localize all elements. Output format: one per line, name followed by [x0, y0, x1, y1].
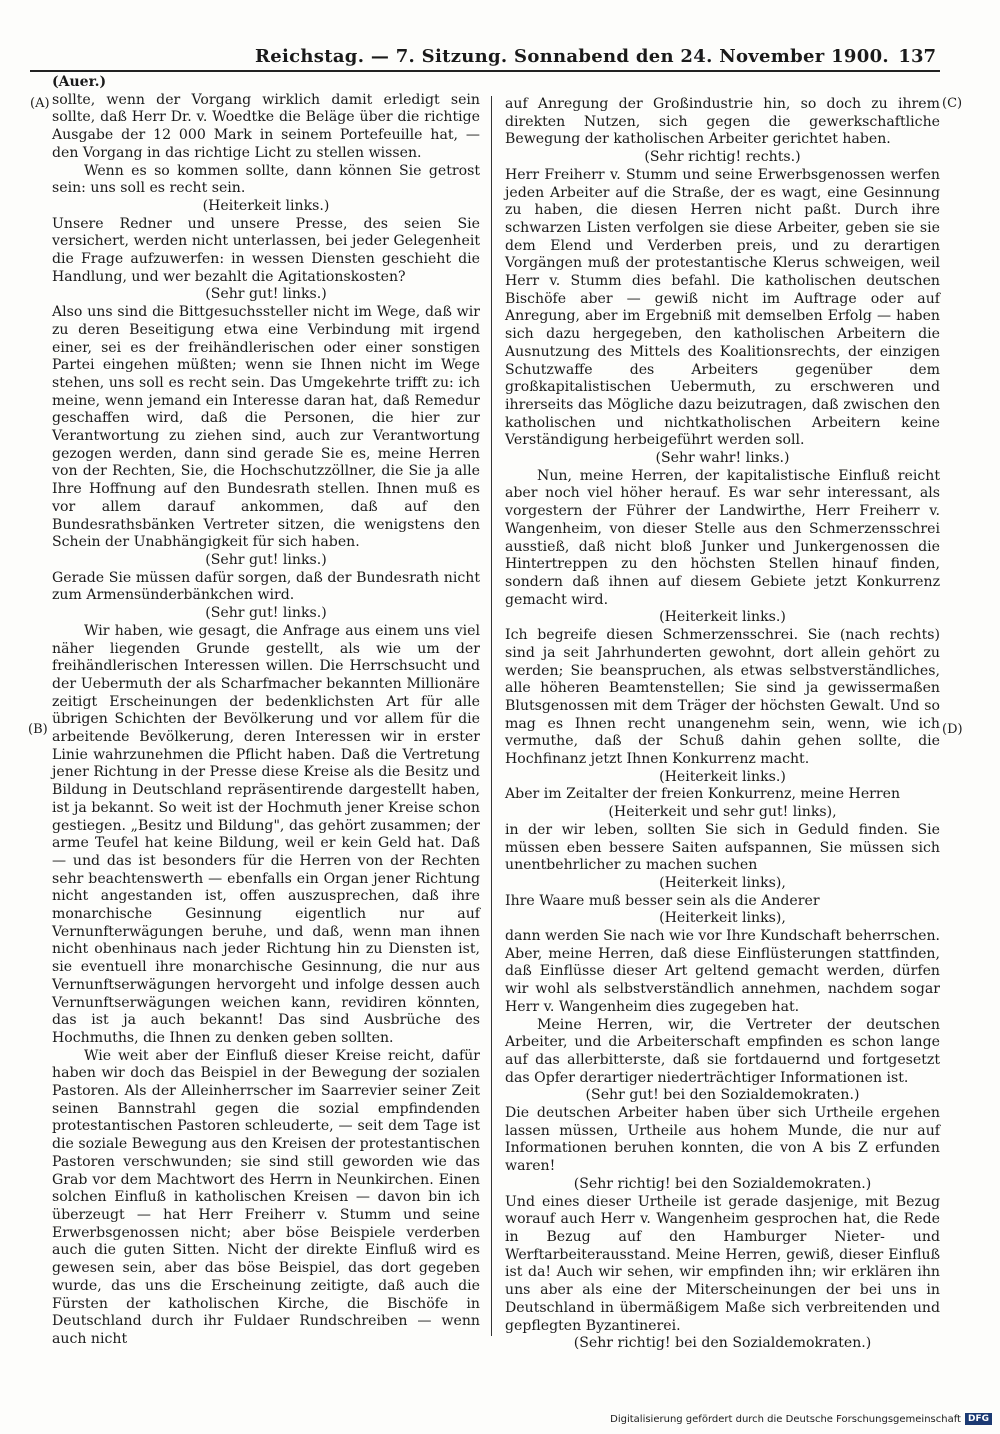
interjection: (Heiterkeit links.) — [659, 768, 786, 785]
column-divider — [491, 96, 492, 1336]
interjection: (Heiterkeit links.) — [202, 197, 330, 214]
interjection: (Sehr richtig! bei den Sozialdemokraten.) — [573, 1335, 872, 1352]
margin-mark-b: (B) — [28, 722, 48, 737]
footer — [610, 1412, 992, 1426]
interjection: (Sehr richtig! rechts.) — [644, 149, 801, 166]
right-column — [505, 96, 940, 1353]
page-number: 137 — [898, 46, 936, 67]
interjection: (Sehr richtig! bei den Sozialdemokraten.) — [573, 1175, 872, 1192]
margin-mark-c: (C) — [942, 96, 963, 111]
interjection: (Sehr gut! links.) — [205, 286, 327, 303]
speaker-label: (Auer.) — [52, 74, 107, 90]
footer-text: Digitalisierung gefördert durch die Deutsche Forschungsgemeinschaft — [610, 1413, 961, 1425]
margin-mark-a: (A) — [30, 96, 50, 111]
interjection: (Sehr gut! links.) — [205, 551, 327, 568]
interjection: (Sehr gut! links.) — [205, 605, 327, 622]
paragraph: Ich begreife diesen Schmerzensschrei. Sie (nach rechts) sind ja seit Jahrhunderten gewohnt, dort allein gehört zu werden; Sie beanspruchen, als etwas selbstverständliches, alle höheren Beamtenstellen; Sie sind ja gewissermaßen Blutsgenossen mit dem Träger der höchsten Gewalt. Und so mag es Ihnen recht unangenehm sein, wenn, wie ich vermuthe, daß der Schuß dahin gehen sollte, die Hochfinanz jetzt Ihnen Konkurrenz macht. — [505, 627, 940, 768]
paragraph: sollte, wenn der Vorgang wirklich damit erledigt sein sollte, daß Herr Dr. v. Woedtke die Beläge über die richtige Ausgabe der 12 000 Mark in seinem Portefeuille hat, — den Vorgang in das richtige Licht zu stellen wissen. — [52, 91, 480, 161]
paragraph: Gerade Sie müssen dafür sorgen, daß der Bundesrath nicht zum Armensünderbänkchen wird. — [52, 569, 480, 604]
paragraph: Meine Herren, wir, die Vertreter der deutschen Arbeiter, und die Arbeiterschaft empfinden es schon lange auf das allerbitterste, daß sie fortdauernd und fortgesetzt das Opfer derartiger niederträchtiger Informationen ist. — [505, 1016, 940, 1086]
paragraph: Unsere Redner und unsere Presse, des seien Sie versichert, werden nicht unterlassen, bei jeder Gelegenheit die Frage aufzuwerfen: in wessen Diensten geschieht die Handlung, und wer bezahlt die Agitationskosten? — [52, 215, 480, 285]
interjection: (Heiterkeit links), — [659, 910, 786, 927]
interjection: (Heiterkeit und sehr gut! links), — [608, 804, 837, 821]
dfg-logo-icon: DFG — [965, 1413, 992, 1425]
interjection: (Sehr wahr! links.) — [655, 450, 790, 467]
left-column — [52, 74, 480, 1349]
interjection: (Heiterkeit links), — [659, 874, 786, 891]
paragraph: Ihre Waare muß besser sein als die Anderer — [505, 892, 820, 909]
interjection: (Sehr gut! bei den Sozialdemokraten.) — [585, 1087, 860, 1104]
paragraph: Wir haben, wie gesagt, die Anfrage aus einem uns viel näher liegenden Grunde gestellt, als wie um der freihändlerischen Interessen willen. Die Herrschsucht und der Uebermuth der als Scharfmacher bekannten Millionäre zeitigt Erscheinungen der bedenklichsten Art für alle übrigen Schichten der Bevölkerung und vor allem für die arbeitende Bevölkerung, deren Interessen wir in erster Linie wahrzunehmen die Pflicht haben. Daß die Vertretung jener Richtung in der Presse diese Kreise als die Besitz und Bildung in Deutschland repräsentirende dargestellt haben, ist ja bekannt. So weit ist der Hochmuth jener Kreise schon gestiegen. „Besitz und Bildung", das gehört zusammen; der arme Teufel hat keine Bildung, weil er kein Geld hat. Daß — und das ist besonders für die Herren von der Rechten sehr beachtenswerth — ebenfalls ein Organ jener Richtung nicht angestanden ist, offen auszusprechen, daß ihre monarchische Gesinnung eigentlich nur auf Vernunfterwägungen beruhe, und daß, wenn man ihnen nicht obenhinaus nach jeder Richtung hin zu Diensten ist, sie eventuell ihre monarchische Gesinnung, die nur aus Vernunftserwägungen hervorgeht und infolge dessen auch Vernunftserwägungen weichen kann, revidiren könnten, das ist ja auch bekannt! Das sind Ausbrüche des Hochmuths, die Ihnen zu denken geben sollten. — [52, 622, 480, 1046]
paragraph: Herr Freiherr v. Stumm und seine Erwerbsgenossen werfen jeden Arbeiter auf die Straße, der es wagt, eine Gesinnung zu haben, die diesen Herren nicht paßt. Durch ihre schwarzen Listen verfolgen sie diese Arbeiter, geben sie sie dem Elend und Verderben preis, und zu derartigen Vorgängen muß der protestantische Klerus schweigen, weil Herr v. Stumm dies befahl. Die katholischen deutschen Bischöfe aber — gewiß nicht im Auftrage oder auf Anregung, aber im Ergebniß mit demselben Erfolg — haben sich dazu hergegeben, den katholischen Arbeitern die Ausnutzung des Mittels des Koalitionsrechts, der einzigen Schutzwaffe des Arbeiters gegenüber dem großkapitalistischen Uebermuth, zu erschweren und ihrerseits das Mögliche dazu beizutragen, daß zwischen den katholischen und nichtkatholischen Arbeitern keine Verständigung herbeigeführt werden soll. — [505, 166, 940, 449]
paragraph: in der wir leben, sollten Sie sich in Geduld finden. Sie müssen eben bessere Saiten aufspannen, Sie müssen sich unentbehrlicher zu machen suchen — [505, 821, 940, 874]
paragraph: dann werden Sie nach wie vor Ihre Kundschaft beherrschen. Aber, meine Herren, daß diese Einflüsterungen stattfinden, daß Einflüsse dieser Art geltend gemacht werden, dürfen wir wohl als selbstverständlich annehmen, nachdem sogar Herr v. Wangenheim dies zugegeben hat. — [505, 928, 941, 1015]
paragraph: Aber im Zeitalter der freien Konkurrenz, meine Herren — [505, 786, 901, 803]
paragraph: Die deutschen Arbeiter haben über sich Urtheile ergehen lassen müssen, Urtheile aus hohem Munde, die nur auf Informationen beruhen konnten, die von A bis Z erfunden waren! — [505, 1105, 940, 1175]
paragraph: auf Anregung der Großindustrie hin, so doch zu ihrem direkten Nutzen, sich gegen die gewerkschaftliche Bewegung der katholischen Arbeiter gerichtet haben. — [505, 96, 940, 148]
paragraph: Wenn es so kommen sollte, dann können Sie getrost sein: uns soll es recht sein. — [52, 162, 480, 197]
paragraph: Nun, meine Herren, der kapitalistische Einfluß reicht aber noch viel höher herauf. Es war sehr interessant, als vorgestern der Führer der Landwirthe, Herr Freiherr v. Wangenheim, von dieser Stelle aus den Schmerzensschrei ausstieß, daß nicht bloß Junker und Junkergenossen die Hintertreppen zu den höchsten Stellen hinauf finden, sondern daß ihnen auf diesem Gebiete jetzt Konkurrenz gemacht wird. — [505, 467, 940, 608]
paragraph: Und eines dieser Urtheile ist gerade dasjenige, mit Bezug worauf auch Herr v. Wangenheim gesprochen hat, die Rede in Bezug auf den Hamburger Nieter- und Werftarbeiterausstand. Meine Herren, gewiß, dieser Einfluß ist da! Auch wir sehen, wir empfinden ihn; wir erklären ihn uns aber als eine der Miterscheinungen der bei uns in Deutschland in übermäßigem Maße sich verbreitenden und gepflegten Byzantinerei. — [505, 1193, 940, 1334]
page-header — [30, 46, 940, 72]
margin-mark-d: (D) — [942, 722, 963, 737]
paragraph: Wie weit aber der Einfluß dieser Kreise reicht, dafür haben wir doch das Beispiel in der Bewegung der sozialen Pastoren. Als der Alleinherrscher im Saarrevier seiner Zeit seinen Bannstrahl gegen die sozial empfindenden protestantischen Pastoren schleuderte, — seit dem Tage ist die soziale Bewegung aus den Kreisen der protestantischen Pastoren verschwunden; sie sind still geworden wie das Grab vor dem Machtwort des Herrn in Neunkirchen. Einen solchen Einfluß in katholischen Kreisen — davon bin ich überzeugt — hat Herr Freiherr v. Stumm und seine Erwerbsgenossen nicht; aber böse Beispiele verderben auch die guten Sitten. Nicht der direkte Einfluß wird es gewesen sein, aber das böse Beispiel, das dort gegeben wurde, das uns die Erscheinung zeitigte, daß auch die Fürsten der katholischen Kirche, die Bischöfe in Deutschland durch ihr Fuldaer Rundschreiben — wenn auch nicht — [52, 1047, 480, 1347]
interjection: (Heiterkeit links.) — [659, 609, 786, 626]
paragraph: Also uns sind die Bittgesuchssteller nicht im Wege, daß wir zu deren Beseitigung etwa eine Verbindung mit irgend einer, sei es der freihändlerischen oder einer sonstigen Partei eingehen müßten; wenn sie Ihnen nicht im Wege stehen, uns soll es recht sein. Das Umgekehrte trifft zu: ich meine, wenn jemand ein Interesse daran hat, daß Remedur geschaffen wird, daß die Personen, die hier zur Verantwortung zu ziehen sind, auch zur Verantwortung gezogen werden, dann sind gerade Sie es, meine Herren von der Rechten, Sie, die Hochschutzzöllner, die Sie ja alle Ihre Hoffnung auf den Bundesrath stellen. Ihnen muß es vor allem darauf ankommen, daß auf den Bundesrathsbänken Vertreter sitzen, die wenigstens den Schein der Unabhängigkeit für sich haben. — [52, 304, 480, 551]
page-title: Reichstag. — 7. Sitzung. Sonnabend den 24. November 1900. — [255, 46, 889, 67]
